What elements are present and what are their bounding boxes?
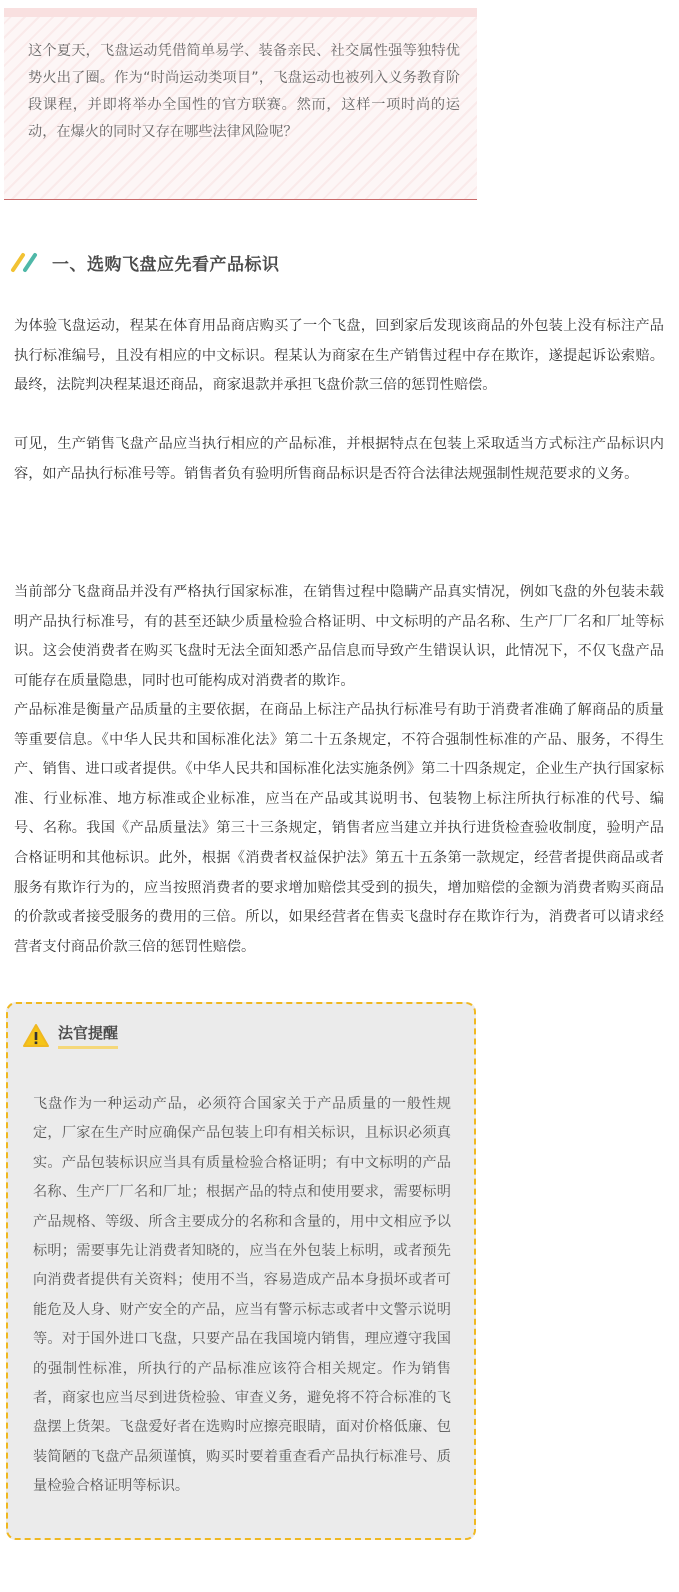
intro-text: 这个夏天，飞盘运动凭借简单易学、装备亲民、社交属性强等独特优势火出了圈。作为“时尚运动类项目”，飞盘运动也被列入义务教育阶段课程，并即将举办全国性的官方联赛。然而，这样一项时尚的运动，在爆火的同时又存在哪些法律风险呢？ bbox=[28, 43, 460, 140]
intro-box bbox=[4, 8, 477, 200]
section-title: 一、选购飞盘应先看产品标识 bbox=[52, 254, 280, 275]
warning-icon bbox=[22, 1023, 50, 1049]
paragraph-4: 产品标准是衡量产品质量的主要依据，在商品上标注产品执行标准号有助于消费者准确了解商品的质量等重要信息。《中华人民共和国标准化法》第二十五条规定，不符合强制性标准的产品、服务，不得生产、销售、进口或者提供。《中华人民共和国标准化法实施条例》第二十四条规定，企业生产执行国家标准、行业标准、地方标准或企业标准，应当在产品或其说明书、包装物上标注所执行标准的代号、编号、名称。我国《产品质量法》第三十三条规定，销售者应当建立并执行进货检查验收制度，验明产品合格证明和其他标识。此外，根据《消费者权益保护法》第五十五条第一款规定，经营者提供商品或者服务有欺诈行为的，应当按照消费者的要求增加赔偿其受到的损失，增加赔偿的金额为消费者购买商品的价款或者接受服务的费用的三倍。所以，如果经营者在售卖飞盘时存在欺诈行为，消费者可以请求经营者支付商品价款三倍的惩罚性赔偿。 bbox=[14, 702, 664, 955]
reminder-header bbox=[22, 1022, 118, 1049]
judge-reminder-box bbox=[6, 1002, 476, 1540]
reminder-title: 法官提醒 bbox=[58, 1022, 118, 1049]
double-slash-icon bbox=[10, 250, 44, 274]
section-heading bbox=[10, 248, 280, 276]
paragraph-2: 可见，生产销售飞盘产品应当执行相应的产品标准，并根据特点在包装上采取适当方式标注产品标识内容，如产品执行标准号等。销售者负有验明所售商品标识是否符合法律法规强制性规范要求的义务。 bbox=[14, 436, 664, 482]
paragraph-1: 为体验飞盘运动，程某在体育用品商店购买了一个飞盘，回到家后发现该商品的外包装上没有标注产品执行标准编号，且没有相应的中文标识。程某认为商家在生产销售过程中存在欺诈，遂提起诉讼索赔。最终，法院判决程某退还商品，商家退款并承担飞盘价款三倍的惩罚性赔偿。 bbox=[14, 318, 664, 394]
reminder-text: 飞盘作为一种运动产品，必须符合国家关于产品质量的一般性规定，厂家在生产时应确保产品包装上印有相关标识，且标识必须真实。产品包装标识应当具有质量检验合格证明；有中文标明的产品名称、生产厂厂名和厂址；根据产品的特点和使用要求，需要标明产品规格、等级、所含主要成分的名称和含量的，用中文相应予以标明；需要事先让消费者知晓的，应当在外包装上标明，或者预先向消费者提供有关资料；使用不当，容易造成产品本身损坏或者可能危及人身、财产安全的产品，应当有警示标志或者中文警示说明等。对于国外进口飞盘，只要产品在我国境内销售，理应遵守我国的强制性标准，所执行的产品标准应该符合相关规定。作为销售者，商家也应当尽到进货检验、审查义务，避免将不符合标准的飞盘摆上货架。飞盘爱好者在选购时应擦亮眼睛，面对价格低廉、包装简陋的飞盘产品须谨慎，购买时要着重查看产品执行标准号、质量检验合格证明等标识。 bbox=[33, 1096, 451, 1495]
paragraph-3: 当前部分飞盘商品并没有严格执行国家标准，在销售过程中隐瞒产品真实情况，例如飞盘的外包装未载明产品执行标准号，有的甚至还缺少质量检验合格证明、中文标明的产品名称、生产厂厂名和厂址等标识。这会使消费者在购买飞盘时无法全面知悉产品信息而导致产生错误认识，此情况下，不仅飞盘产品可能存在质量隐患，同时也可能构成对消费者的欺诈。 bbox=[14, 584, 664, 689]
